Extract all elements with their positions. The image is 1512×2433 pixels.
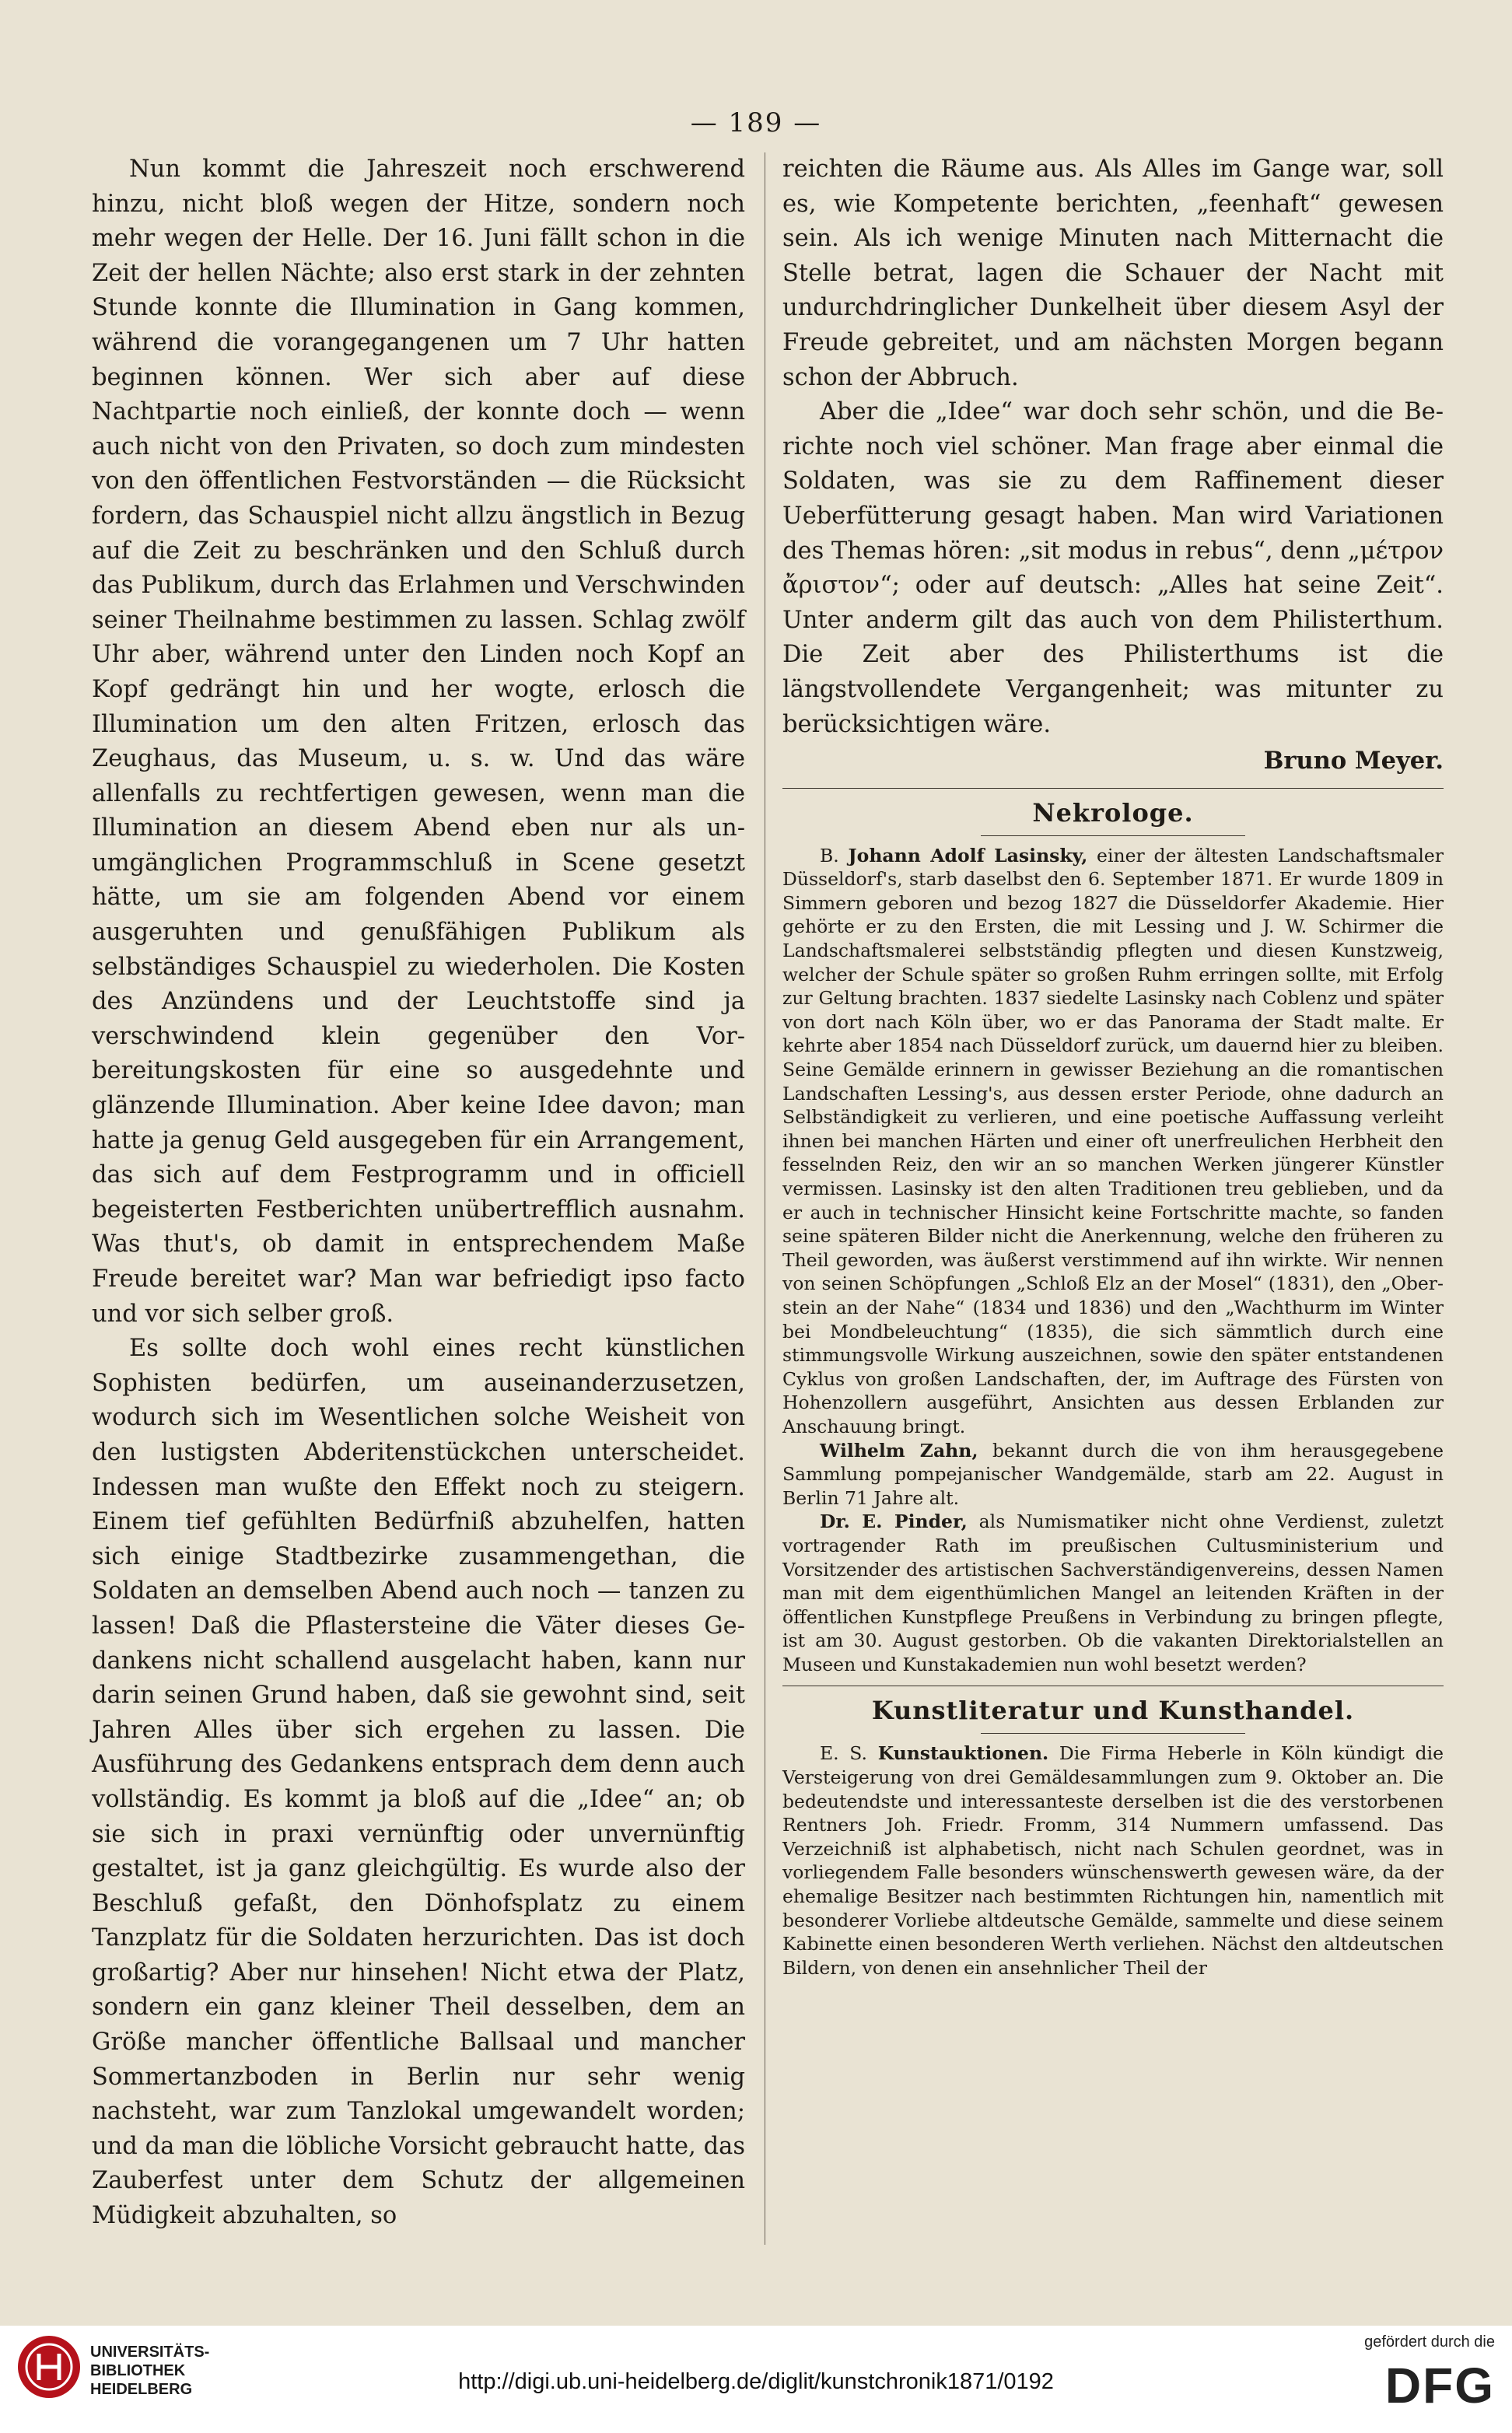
section-rule bbox=[782, 788, 1444, 789]
funding-caption: gefördert durch die bbox=[1364, 2333, 1495, 2351]
obituary-pinder bbox=[782, 1510, 1444, 1676]
section-title-kunstliteratur: Kunstliteratur und Kunsthandel. bbox=[871, 1696, 1355, 1726]
obituary-name: Wilhelm Zahn, bbox=[820, 1439, 978, 1462]
auction-notice bbox=[782, 1742, 1444, 1980]
obituary-zahn bbox=[782, 1439, 1444, 1511]
notice-heading: Kunstauktionen. bbox=[877, 1742, 1049, 1765]
obituary-text: als Numismatiker nicht ohne Verdienst, zuletzt vortragender Rath im preußischen Cultusministerium und Vorsitzender des artistischen Sachverständigenvereins, dessen Namen man mit dem eigenthümlichen Mangel an leitenden Kräften in der öffentlichen Kunstpflege Preußens in Verbindung zu bringen pflegte, ist am 30. August gestorben. Ob die vakanten Direktorialstellen an Museen und Kunstakademien nun wohl besetzt werden? bbox=[782, 1511, 1444, 1675]
obituary-name: Dr. E. Pinder, bbox=[820, 1511, 968, 1533]
obituary-text: bekannt durch die von ihm herausgegebene Sammlung pompejanischer Wandgemälde, starb am 22. August in Berlin 71 Jahre alt. bbox=[782, 1439, 1444, 1509]
left-column bbox=[92, 152, 745, 2234]
section-title-nekrologe: Nekrologe. bbox=[1032, 797, 1194, 828]
left-paragraph-1: Nun kommt die Jahreszeit noch erschwerend hinzu, nicht bloß wegen der Hitze, sondern noch mehr wegen der Helle. Der 16. Juni fällt schon in die Zeit der hellen Nächte; also erst stark in der zehnten Stunde konnte die Illumination in Gang kommen, während die vorangegangenen um 7 Uhr hatten beginnen können. Wer sich aber auf diese Nachtpartie noch einließ, der konnte doch — wenn auch nicht von den Privaten, so doch zum mindesten von den öffentlichen Festvorständen — die Rücksicht fordern, das Schauspiel nicht allzu ängstlich in Bezug auf die Zeit zu beschränken und den Schluß durch das Publikum, durch das Erlahmen und Verschwinden seiner Theilnahme bestimmen zu lassen. Schlag zwölf Uhr aber, während unter den Linden noch Kopf an Kopf gedrängt hin und her wogte, erlosch die Illumination um den alten Fritzen, erlosch das Zeughaus, das Museum, u. s. w. Und das wäre allenfalls zu rechtfertigen gewesen, wenn man die Illumination an diesem Abend eben nur als unumgänglichen Programmschluß in Scene gesetzt hätte, um sie am folgenden Abend vor einem ausgeruhten und genußfähigen Publikum als selbständiges Schauspiel zu wiederholen. Die Kosten des Anzündens und der Leuchtstoffe sind ja verschwindend klein gegenüber den Vorbereitungskosten für eine so ausgedehnte und glänzende Illumination. Aber keine Idee davon; man hatte ja genug Geld ausgegeben für ein Arrangement, das sich auf dem Festprogramm und in officiell begeisterten Festberichten unübertrefflich ausnahm. Was thut's, ob damit in entsprechendem Maße Freude bereitet war? Man war befriedigt ipso facto und vor sich selber groß. bbox=[92, 156, 745, 1328]
right-paragraph-1: reichten die Räume aus. Als Alles im Gange war, soll es, wie Kompetente berichten, „feenhaft“ gewesen sein. Als ich wenige Minuten nach Mitternacht die Stelle betrat, lagen die Schauer der Nacht mit undurchdringlicher Dunkelheit über diesem Asyl der Freude gebreitet, und am nächsten Morgen begann schon der Abbruch. bbox=[782, 156, 1444, 391]
author-signature: Bruno Meyer. bbox=[1263, 747, 1444, 775]
title-underline bbox=[981, 835, 1245, 836]
library-name-line-3: HEIDELBERG bbox=[90, 2381, 193, 2398]
library-name-line-2: BIBLIOTHEK bbox=[90, 2362, 186, 2379]
obituary-lasinsky bbox=[782, 844, 1444, 1439]
left-paragraph-2: Es sollte doch wohl eines recht künstlichen Sophisten bedürfen, um auseinanderzusetzen, wodurch sich im Wesentlichen solche Weisheit von den lustigsten Abderitenstückchen unterscheidet. Indessen man wußte den Effekt noch zu steigern. Einem tief gefühlten Bedürfniß abzuhelfen, hatten sich einige Stadtbezirke zusammengethan, die Soldaten an demselben Abend auch noch — tanzen zu lassen! Daß die Pflastersteine die Väter dieses Gedankens nicht schallend ausgelacht haben, kann nur darin seinen Grund haben, daß sie gewohnt sind, seit Jahren Alles über sich ergehen zu lassen. Die Ausführung des Gedankens entsprach dem denn auch vollständig. Es kommt ja bloß auf die „Idee“ an; ob sie sich in praxi vernünftig oder unvernünftig gestaltet, ist ja ganz gleichgültig. Es wurde also der Beschluß gefaßt, den Dönhofsplatz zu einem Tanzplatz für die Soldaten herzurichten. Das ist doch großartig? Aber nur hinsehen! Nicht etwa der Platz, sondern ein ganz kleiner Theil desselben, dem an Größe mancher öffentliche Ballsaal und mancher Sommertanzboden in Berlin nur sehr wenig nachsteht, war zum Tanzlokal umgewandelt worden; und da man die löbliche Vorsicht gebraucht hatte, das Zauberfest unter dem Schutz der allgemeinen Müdigkeit abzuhalten, so bbox=[92, 1335, 745, 2230]
obituary-name: Johann Adolf Lasinsky, bbox=[848, 844, 1088, 866]
permalink-url[interactable]: http://digi.ub.uni-heidelberg.de/diglit/kunstchronik1871/0192 bbox=[458, 2369, 1054, 2394]
right-paragraph-2: Aber die „Idee“ war doch sehr schön, und die Berichte noch viel schöner. Man frage aber einmal die Soldaten, was sie zu dem Raffinement dieser Ueberfütterung gesagt haben. Man wird Variationen des Themas hören: „sit modus in rebus“, denn „μέτρον ἄριστον“; oder auf deutsch: „Alles hat seine Zeit“. Unter anderm gilt das auch von dem Philisterthum. Die Zeit aber des Philisterthums ist die längstvollendete Vergangenheit; was mitunter zu berücksichtigen wäre. bbox=[782, 398, 1444, 738]
library-name-line-1: UNIVERSITÄTS- bbox=[90, 2344, 210, 2361]
title-underline bbox=[981, 1733, 1245, 1734]
page-number: — 189 — bbox=[690, 107, 822, 138]
obituary-prefix: B. bbox=[820, 844, 849, 866]
notice-prefix: E. S. bbox=[820, 1742, 878, 1765]
notice-text: Die Firma Heberle in Köln kündigt die Versteigerung von drei Gemäldesammlungen zum 9. Oktober an. Die bedeutendste und interessanteste derselben ist die des verstorbenen Rentners Joh. Friedr. Fromm, 314 Nummern umfassend. Das Verzeichniß ist alphabetisch, nicht nach Schulen geordnet, was in vorliegendem Falle besonders wünschenswerth gewesen wäre, da der ehemalige Besitzer nach bestimmten Richtungen hin, namentlich mit besonderer Vorliebe altdeutsche Gemälde, sammelte und diese seinem Kabinette einen besonderen Werth verliehen. Nächst den altdeutschen Bildern, von denen ein ansehnlicher Theil der bbox=[782, 1742, 1444, 1979]
obituary-text: einer der ältesten Landschaftsmaler Düsseldorf's, starb daselbst den 6. September 1871. Er wurde 1809 in Simmern geboren und bezog 1827 die Düsseldorfer Akademie. Hier gehörte er zu den Ersten, die mit Lessing und J. W. Schirmer die Landschaftsmalerei selbstständig pflegten und diesen Kunstzweig, welcher der Schule später so großen Ruhm erringen sollte, mit Erfolg zur Geltung brachten. 1837 siedelte Lasinsky nach Coblenz und später von dort nach Köln über, wo er das Panorama der Stadt malte. Er kehrte aber 1854 nach Düsseldorf zurück, um dauernd hier zu bleiben. Seine Gemälde erinnern in gewisser Beziehung an die romantischen Landschaften Lessing's, aus dessen erster Periode, ohne dadurch an Selbständigkeit zu verlieren, und eine poetische Auffassung verleiht ihnen bei manchen Härten und einer oft unerfreulichen Herbheit den fesselnden Reiz, den wir an so manchen Werken jüngerer Künstler vermissen. Lasinsky ist den alten Traditionen treu geblieben, und da er auch in technischer Hinsicht keine Fortschritte machte, so fanden seine späteren Bilder nicht die Anerkennung, welche den früheren zu Theil geworden, was äußerst verstimmend auf ihn wirkte. Wir nennen von seinen Schöpfungen „Schloß Elz an der Mosel“ (1831), den „Oberstein an der Nahe“ (1834 und 1836) und den „Wachthurm im Winter bei Mondbeleuchtung“ (1835), die sich sämmtlich durch eine stimmungsvolle Wirkung auszeichnen, sowie den später entstandenen Cyklus von großen Landschaften, der, im Auftrage des Fürsten von Hohenzollern ausgeführt, Ansichten aus dessen Erblanden zur Anschauung bringt. bbox=[782, 844, 1444, 1437]
right-column bbox=[782, 152, 1444, 1980]
dfg-logo: DFG bbox=[1384, 2358, 1495, 2414]
